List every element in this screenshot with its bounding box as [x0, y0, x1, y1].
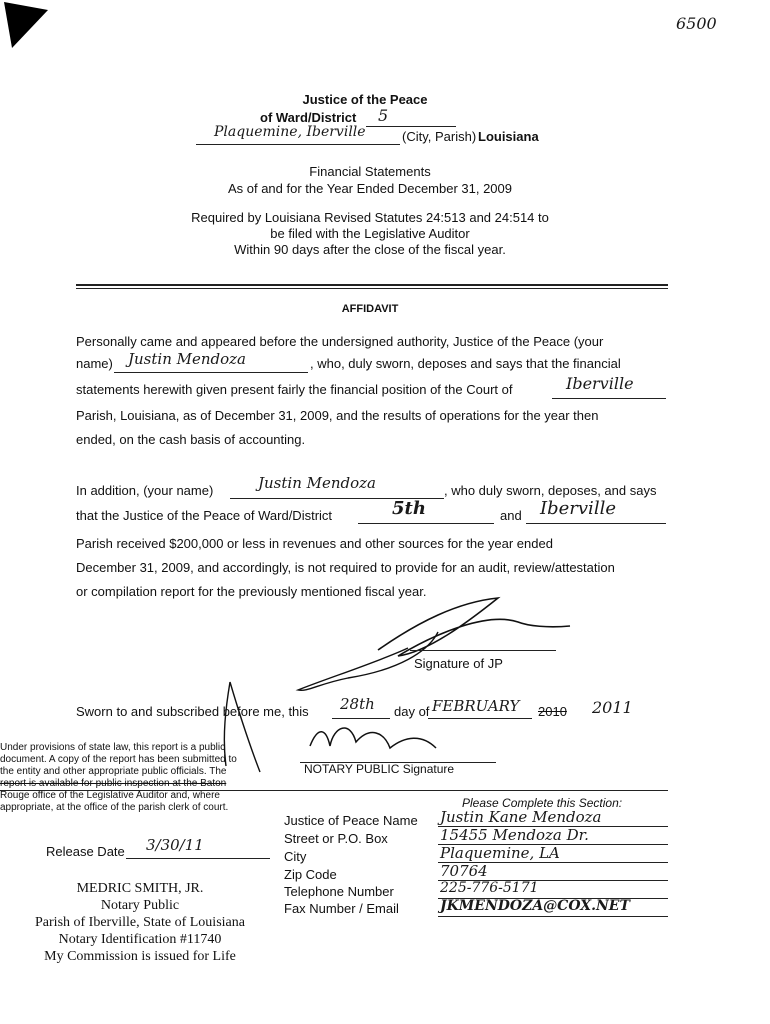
contact-value-zip: 70764	[440, 862, 488, 880]
contact-label-fax-email: Fax Number / Email	[284, 901, 399, 916]
contact-value-name: Justin Kane Mendoza	[440, 808, 602, 826]
ward-label: of Ward/District	[260, 110, 357, 125]
affidavit-p2-line1b: , who duly sworn, deposes, and says	[444, 483, 657, 498]
provisions-line1: Under provisions of state law, this report is a public	[0, 742, 226, 753]
contact-label-city: City	[284, 849, 307, 864]
notary-stamp	[20, 880, 260, 965]
affidavit-name-value: Justin Mendoza	[128, 350, 247, 368]
affidavit-name-label: name)	[76, 356, 113, 371]
jp-signature-label: Signature of JP	[414, 656, 503, 671]
provisions-line2: document. A copy of the report has been submitted to	[0, 754, 237, 765]
notary-signature-label: NOTARY PUBLIC Signature	[304, 762, 455, 776]
notary-stamp-title: Notary Public	[100, 898, 180, 913]
notary-stamp-commission: My Commission is issued for Life	[44, 949, 236, 964]
requirement-line2: be filed with the Legislative Auditor	[270, 226, 470, 241]
provisions-line3: the entity and other appropriate public officials. The	[0, 766, 227, 777]
contact-value-phone: 225-776-5171	[440, 880, 539, 896]
stamp-number: 6500	[676, 14, 717, 33]
statement-line2: As of and for the Year Ended December 31, 2009	[227, 181, 513, 196]
header-title: Justice of the Peace	[302, 92, 428, 107]
affidavit-p2-ward-value: 5th	[392, 498, 426, 519]
contact-value-city: Plaquemine, LA	[440, 844, 560, 862]
affidavit-p1-line5: ended, on the cash basis of accounting.	[76, 432, 306, 447]
city-parish-label: (City, Parish)	[402, 129, 477, 144]
state: Louisiana	[478, 129, 539, 144]
contact-label-phone: Telephone Number	[284, 884, 394, 899]
affidavit-p1-line3: statements herewith given present fairly the financial position of the Court of	[76, 382, 513, 397]
release-date-label: Release Date	[46, 844, 125, 859]
affidavit-p2-line5: or compilation report for the previously mentioned fiscal year.	[76, 584, 427, 599]
contact-value-street: 15455 Mendoza Dr.	[440, 826, 589, 844]
affidavit-p2-line1: In addition, (your name)	[76, 483, 214, 498]
affidavit-p1-line4: Parish, Louisiana, as of December 31, 2009, and the results of operations for the year then	[76, 408, 599, 423]
contact-heading: Please Complete this Section:	[462, 796, 623, 810]
affidavit-p2-line3: Parish received $200,000 or less in revenues and other sources for the year ended	[76, 536, 553, 551]
provisions-line6: appropriate, at the office of the parish clerk of court.	[0, 802, 229, 813]
notary-stamp-id: Notary Identification #11740	[58, 932, 222, 947]
sworn-text: Sworn to and subscribed before me, this	[76, 704, 309, 719]
corner-mark-icon	[4, 2, 52, 50]
contact-label-street: Street or P.O. Box	[284, 831, 388, 846]
statement-line1: Financial Statements	[309, 164, 431, 179]
sworn-month-value: FEBRUARY	[432, 697, 520, 715]
affidavit-p2-parish-value: Iberville	[540, 498, 616, 519]
contact-value-email: JKMENDOZA@COX.NET	[440, 898, 630, 914]
affidavit-heading: AFFIDAVIT	[341, 303, 399, 315]
sworn-year-printed: 2010	[538, 704, 567, 719]
requirement-line3: Within 90 days after the close of the fiscal year.	[234, 242, 506, 257]
affidavit-p2-line4: December 31, 2009, and accordingly, is not required to provide for an audit, review/attestation	[76, 560, 615, 575]
notary-stamp-parish: Parish of Iberville, State of Louisiana	[35, 915, 245, 930]
affidavit-court-value: Iberville	[566, 374, 634, 393]
sworn-day-of: day of	[394, 704, 430, 719]
city-parish-value: Plaquemine, Iberville	[214, 124, 366, 140]
contact-label-name: Justice of Peace Name	[284, 813, 418, 828]
ward-value: 5	[378, 106, 389, 125]
sworn-year-written: 2011	[592, 698, 633, 717]
requirement-line1: Required by Louisiana Revised Statutes 24:513 and 24:514 to	[191, 210, 549, 225]
affidavit-p2-and: and	[500, 508, 522, 523]
provisions-text	[0, 742, 300, 814]
sworn-day-value: 28th	[340, 695, 375, 713]
provisions-line5: Rouge office of the Legislative Auditor and, where	[0, 790, 220, 801]
notary-stamp-name: MEDRIC SMITH, JR.	[76, 881, 204, 896]
release-date-value: 3/30/11	[146, 836, 204, 854]
affidavit-p1-line2: , who, duly sworn, deposes and says that the financial	[310, 356, 621, 371]
affidavit-p2-line2: that the Justice of the Peace of Ward/District	[76, 508, 333, 523]
contact-label-zip: Zip Code	[284, 867, 337, 882]
provisions-line4: report is available for public inspection at the Baton	[0, 778, 227, 789]
affidavit-p2-name-value: Justin Mendoza	[258, 474, 377, 492]
affidavit-p1-line1: Personally came and appeared before the undersigned authority, Justice of the Peace (your	[76, 334, 604, 349]
